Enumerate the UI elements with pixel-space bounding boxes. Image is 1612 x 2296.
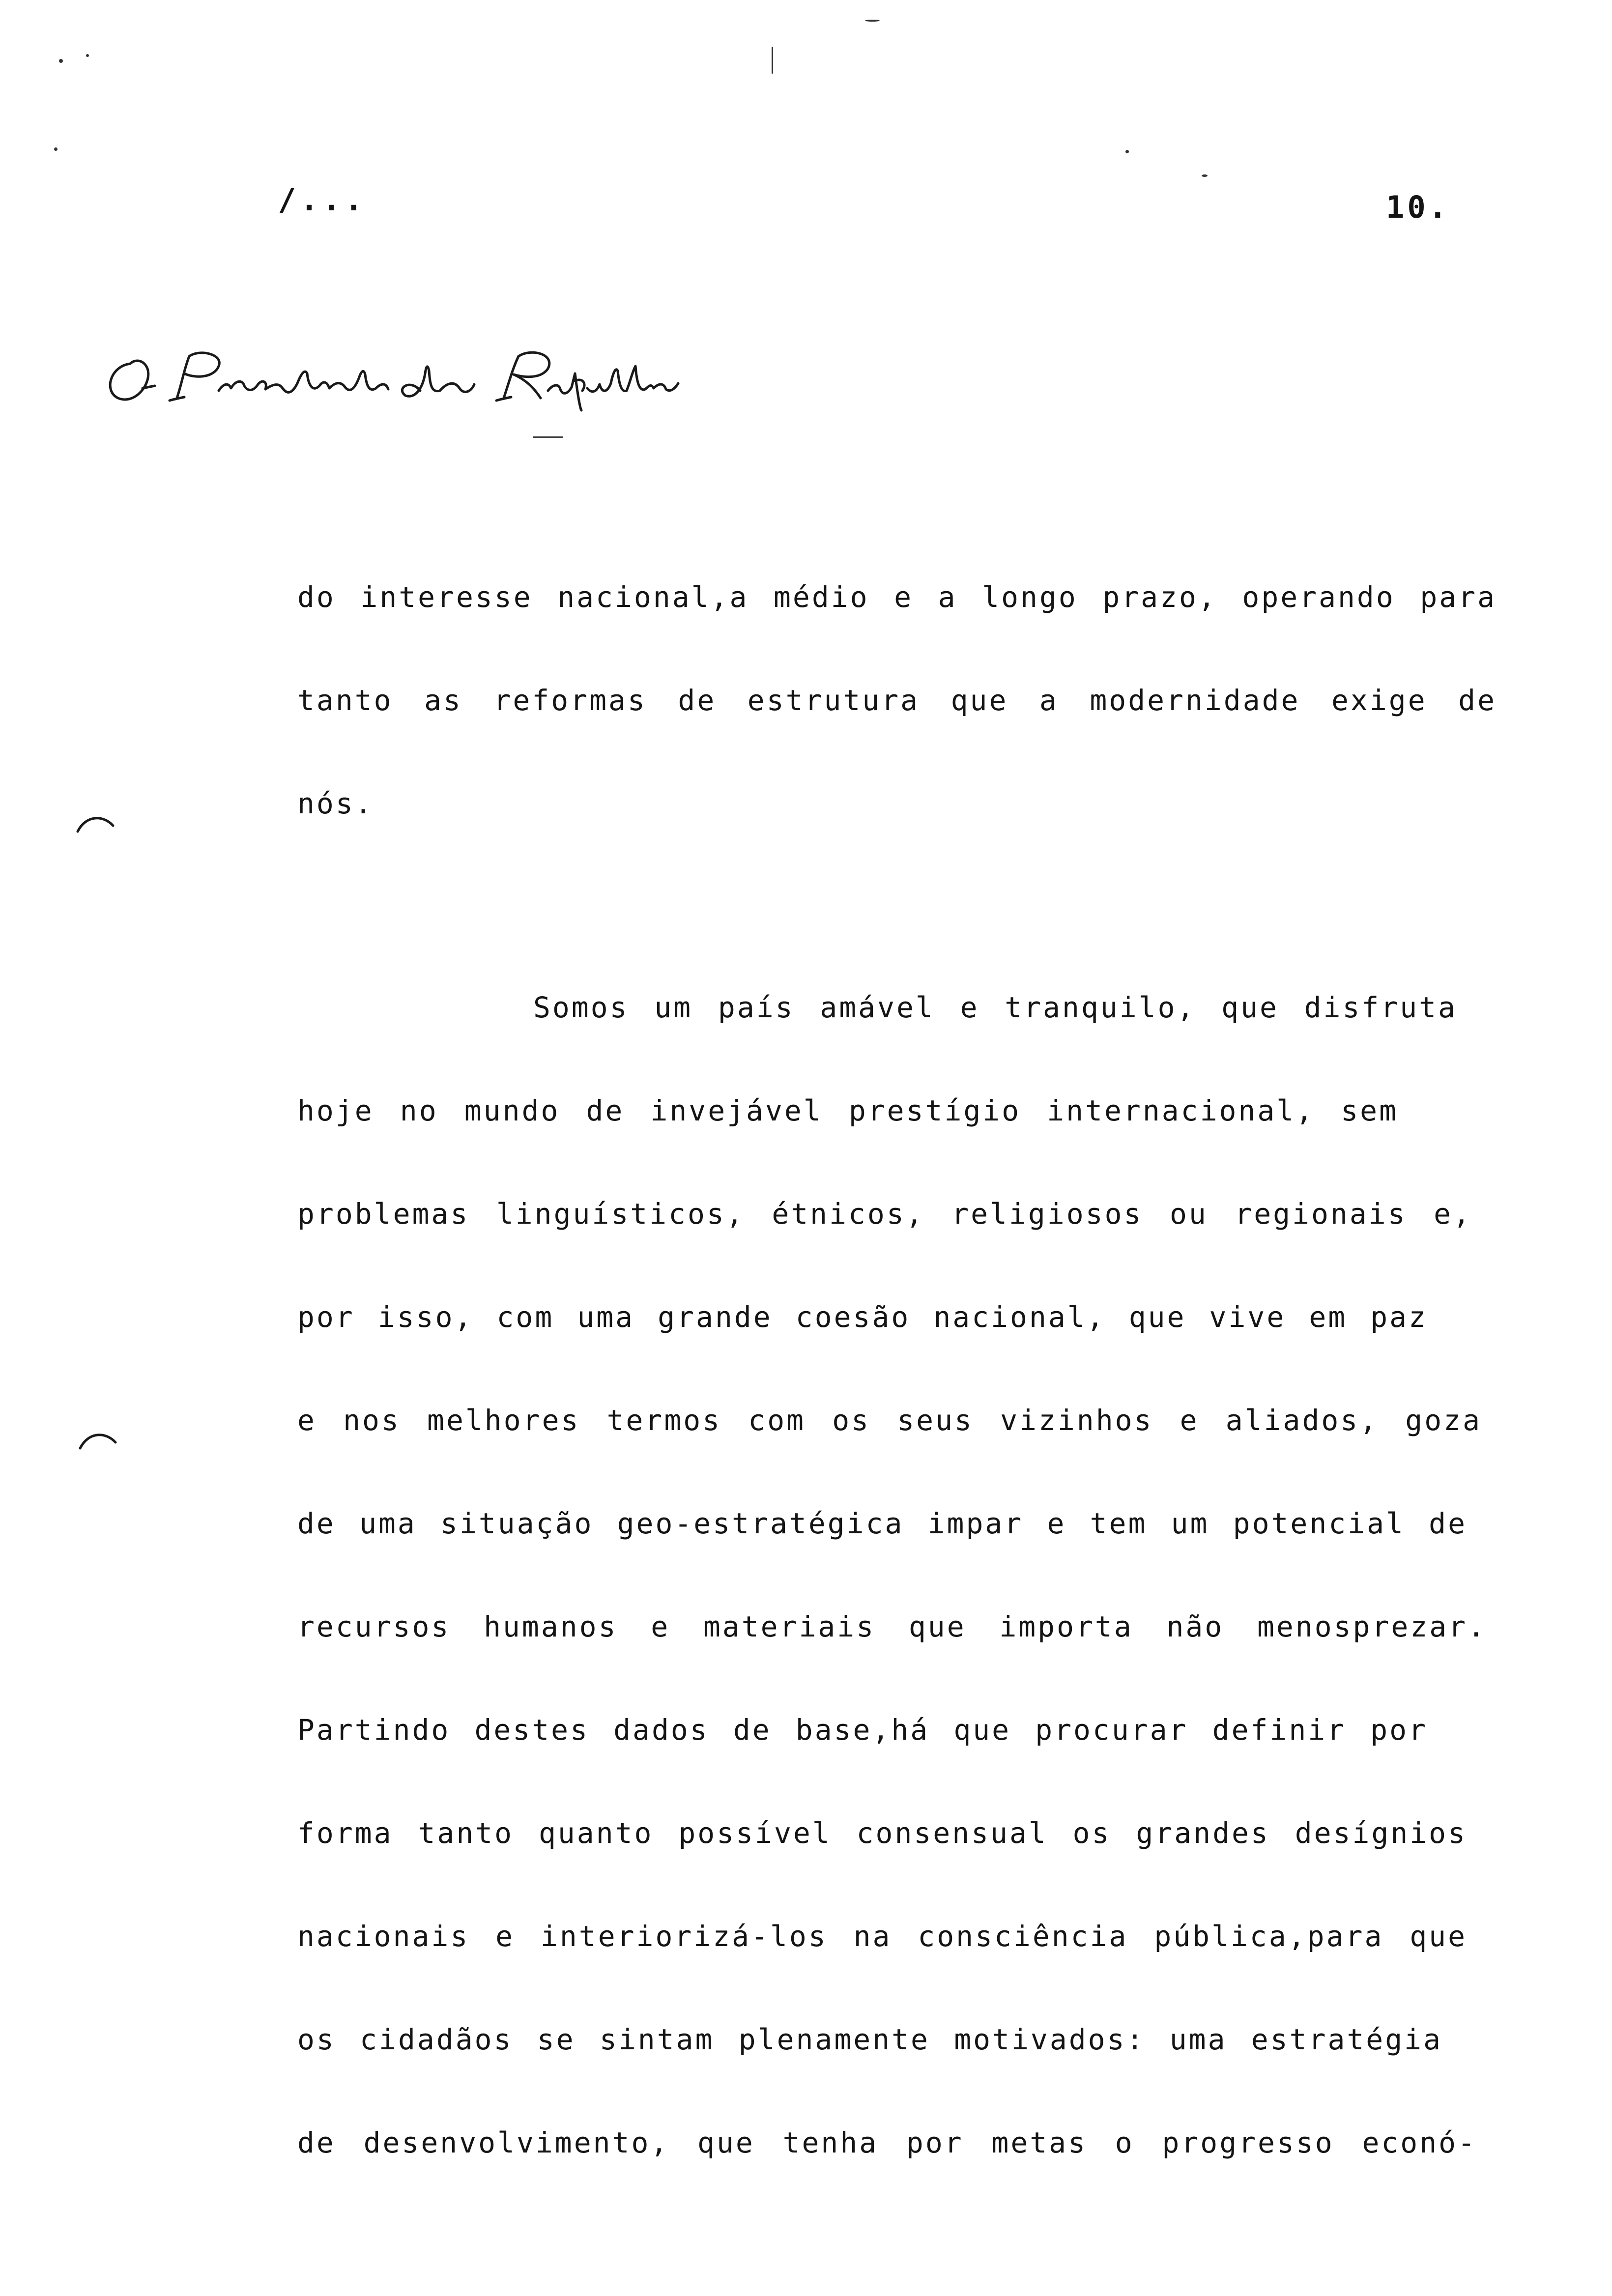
text-line: hoje no mundo de invejável prestígio internacional, sem bbox=[297, 1094, 1398, 1127]
scan-speck bbox=[772, 47, 773, 74]
scan-speck bbox=[865, 20, 880, 22]
continuation-mark: /... bbox=[278, 182, 367, 218]
page-number: 10. bbox=[1386, 189, 1450, 225]
text-line: e nos melhores termos com os seus vizinhos e aliados, goza bbox=[297, 1404, 1482, 1437]
scan-speck bbox=[1125, 150, 1129, 153]
text-line: nacionais e interiorizá-los na consciência pública,para que bbox=[297, 1920, 1467, 1953]
text-line: recursos humanos e materiais que importa não menosprezar. bbox=[297, 1610, 1487, 1643]
scan-speck bbox=[86, 54, 89, 57]
scan-speck bbox=[59, 59, 63, 63]
text-line: Somos um país amável e tranquilo, que disfruta bbox=[533, 991, 1457, 1024]
text-line: do interesse nacional,a médio e a longo prazo, operando para bbox=[297, 580, 1497, 614]
text-line: Partindo destes dados de base,há que procurar definir por bbox=[297, 1713, 1428, 1747]
scan-speck bbox=[1202, 174, 1208, 177]
text-line: tanto as reformas de estrutura que a modernidade exige de bbox=[297, 684, 1497, 717]
letterhead-logo bbox=[96, 344, 686, 413]
text-line: por isso, com uma grande coesão nacional, que vive em paz bbox=[297, 1300, 1428, 1334]
text-line: problemas linguísticos, étnicos, religiosos ou regionais e, bbox=[297, 1197, 1472, 1231]
text-line: nós. bbox=[297, 787, 374, 820]
text-line: forma tanto quanto possível consensual os grandes desígnios bbox=[297, 1816, 1467, 1850]
letterhead-underline bbox=[533, 436, 563, 438]
text-line: de desenvolvimento, que tenha por metas o progresso econó- bbox=[297, 2126, 1477, 2159]
margin-mark bbox=[74, 811, 118, 835]
scan-speck bbox=[54, 147, 58, 151]
text-line: de uma situação geo-estratégica impar e tem um potencial de bbox=[297, 1507, 1467, 1540]
text-line: os cidadãos se sintam plenamente motivados: uma estratégia bbox=[297, 2023, 1442, 2056]
margin-mark bbox=[76, 1428, 120, 1452]
